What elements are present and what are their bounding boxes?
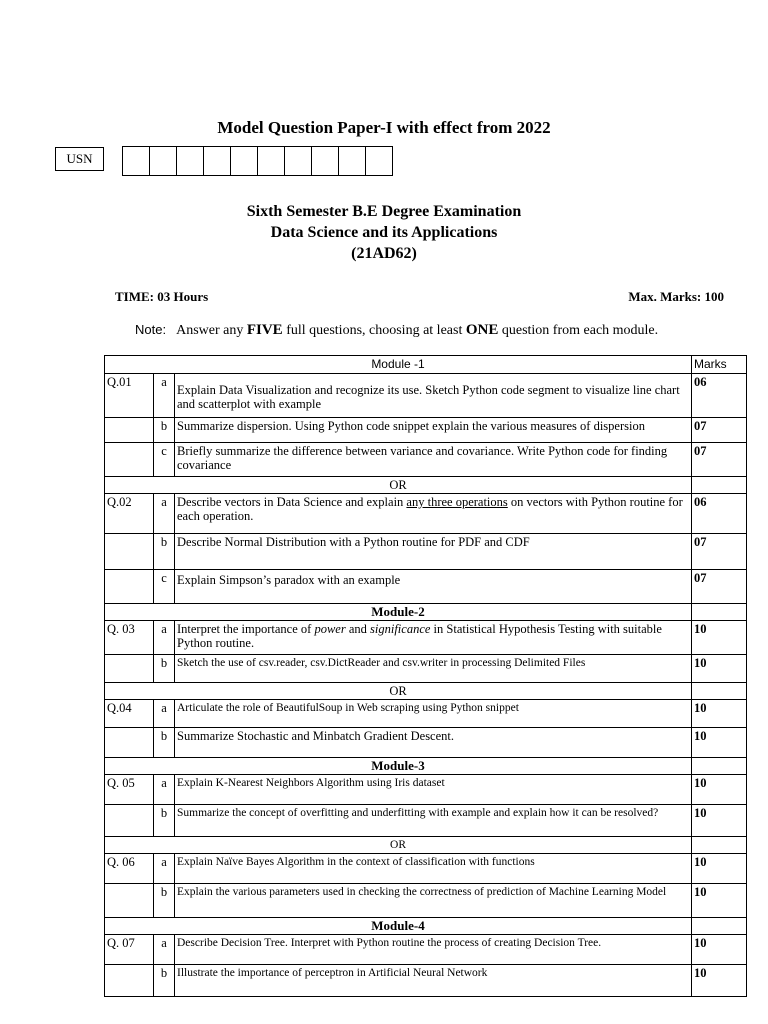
question-number: Q. 06 (105, 854, 154, 884)
usn-entry-boxes (122, 146, 393, 176)
or-separator: OR (105, 477, 692, 494)
table-row (105, 775, 747, 805)
question-number-cell (105, 534, 154, 570)
question-text-body: Explain Data Visualization and recognize its use. Sketch Python code segment to visualize line chart and scatterplot with example (177, 383, 680, 411)
question-text: Explain Naïve Bayes Algorithm in the context of classification with functions (175, 854, 692, 884)
question-number: Q. 07 (105, 935, 154, 965)
module-row (105, 604, 747, 621)
question-marks: 10 (692, 965, 747, 997)
question-marks: 10 (692, 805, 747, 837)
sub-question-letter: a (154, 374, 175, 418)
note-label: Note: (135, 322, 167, 337)
question-text: Summarize Stochastic and Minbatch Gradient Descent. (175, 728, 692, 758)
module-heading: Module-4 (105, 918, 692, 935)
table-row (105, 884, 747, 918)
sub-question-letter: a (154, 935, 175, 965)
table-row (105, 854, 747, 884)
question-marks: 06 (692, 494, 747, 534)
question-text-italic: power (314, 622, 346, 636)
question-text-underlined: any three operations (406, 495, 508, 509)
note-text: question from each module. (498, 323, 659, 338)
question-marks: 07 (692, 570, 747, 604)
exam-duration: TIME: 03 Hours (115, 289, 209, 304)
question-marks: 10 (692, 655, 747, 683)
usn-box (177, 147, 204, 175)
question-marks: 10 (692, 935, 747, 965)
question-text (175, 570, 692, 604)
marks-heading: Marks (692, 356, 747, 374)
usn-box (204, 147, 231, 175)
sub-question-letter: a (154, 775, 175, 805)
question-text: Explain K-Nearest Neighbors Algorithm using Iris dataset (175, 775, 692, 805)
question-marks: 06 (692, 374, 747, 418)
question-number-cell (105, 884, 154, 918)
question-number-cell (105, 965, 154, 997)
question-marks: 07 (692, 443, 747, 477)
sub-question-letter: c (154, 570, 175, 604)
table-row (105, 935, 747, 965)
table-row (105, 443, 747, 477)
question-text-italic: significance (370, 622, 431, 636)
question-text (175, 494, 692, 534)
question-text-part: Describe vectors in Data Science and explain (177, 495, 407, 509)
paper-title: Model Question Paper-I with effect from 2022 (217, 118, 551, 137)
sub-question-letter: b (154, 884, 175, 918)
sub-question-letter: a (154, 854, 175, 884)
sub-question-letter: b (154, 534, 175, 570)
question-number-cell (105, 418, 154, 443)
usn-box (285, 147, 312, 175)
module-heading: Module-2 (105, 604, 692, 621)
usn-box (123, 147, 150, 175)
question-number-cell (105, 570, 154, 604)
marks-cell (692, 918, 747, 935)
note-emphasis: FIVE (246, 322, 283, 338)
question-text: Sketch the use of csv.reader, csv.DictReader and csv.writer in processing Delimited Files (175, 655, 692, 683)
table-row (105, 374, 747, 418)
max-marks: Max. Marks: 100 (628, 289, 724, 304)
question-number-cell (105, 805, 154, 837)
question-text-body: Explain Simpson’s paradox with an example (177, 573, 401, 587)
sub-question-letter: b (154, 805, 175, 837)
or-separator: OR (105, 837, 692, 854)
sub-question-letter: b (154, 965, 175, 997)
question-marks: 10 (692, 621, 747, 655)
or-separator: OR (105, 683, 692, 700)
usn-box (231, 147, 258, 175)
marks-cell (692, 604, 747, 621)
usn-box (339, 147, 366, 175)
marks-cell (692, 477, 747, 494)
question-text: Summarize dispersion. Using Python code snippet explain the various measures of dispersion (175, 418, 692, 443)
note-emphasis: ONE (465, 322, 499, 338)
question-table (104, 355, 747, 997)
module-heading: Module-3 (105, 758, 692, 775)
table-row (105, 418, 747, 443)
usn-box (150, 147, 177, 175)
question-text-part: on vectors with Python routine for each operation. (177, 495, 683, 523)
sub-question-letter: b (154, 418, 175, 443)
or-row (105, 683, 747, 700)
question-text (175, 374, 692, 418)
module-heading: Module -1 (105, 356, 692, 374)
question-marks: 10 (692, 728, 747, 758)
table-row (105, 534, 747, 570)
module-row (105, 758, 747, 775)
question-text-part: and (345, 622, 371, 636)
question-marks: 10 (692, 700, 747, 728)
sub-question-letter: c (154, 443, 175, 477)
table-row (105, 700, 747, 728)
exam-title: Sixth Semester B.E Degree Examination (246, 203, 522, 220)
question-number-cell (105, 655, 154, 683)
table-row (105, 570, 747, 604)
note-text: Answer any (176, 323, 247, 338)
sub-question-letter: b (154, 728, 175, 758)
table-row (105, 621, 747, 655)
question-text: Illustrate the importance of perceptron in Artificial Neural Network (175, 965, 692, 997)
question-number: Q. 05 (105, 775, 154, 805)
question-text (175, 621, 692, 655)
subject-title: Data Science and its Applications (270, 224, 498, 241)
question-text: Summarize the concept of overfitting and underfitting with example and explain how it can be resolved? (175, 805, 692, 837)
question-number: Q.02 (105, 494, 154, 534)
table-row (105, 965, 747, 997)
sub-question-letter: a (154, 621, 175, 655)
question-text: Describe Decision Tree. Interpret with Python routine the process of creating Decision Tree. (175, 935, 692, 965)
question-number: Q.01 (105, 374, 154, 418)
usn-label: USN (55, 147, 104, 171)
usn-box (366, 147, 393, 175)
subject-code: (21AD62) (351, 245, 417, 262)
table-row (105, 728, 747, 758)
marks-cell (692, 683, 747, 700)
question-text: Articulate the role of BeautifulSoup in Web scraping using Python snippet (175, 700, 692, 728)
or-row (105, 837, 747, 854)
question-number: Q.04 (105, 700, 154, 728)
question-number-cell (105, 443, 154, 477)
question-number: Q. 03 (105, 621, 154, 655)
question-marks: 10 (692, 884, 747, 918)
sub-question-letter: b (154, 655, 175, 683)
or-row (105, 477, 747, 494)
marks-cell (692, 758, 747, 775)
instructions-note (135, 322, 658, 339)
module-row (105, 918, 747, 935)
question-marks: 07 (692, 418, 747, 443)
table-row (105, 805, 747, 837)
sub-question-letter: a (154, 494, 175, 534)
table-row (105, 494, 747, 534)
marks-cell (692, 837, 747, 854)
question-marks: 07 (692, 534, 747, 570)
question-marks: 10 (692, 775, 747, 805)
sub-question-letter: a (154, 700, 175, 728)
question-text: Describe Normal Distribution with a Python routine for PDF and CDF (175, 534, 692, 570)
question-number-cell (105, 728, 154, 758)
question-marks: 10 (692, 854, 747, 884)
note-text: full questions, choosing at least (282, 323, 466, 338)
usn-box (312, 147, 339, 175)
table-header-row (105, 356, 747, 374)
question-text-part: in Statistical Hypothesis Testing with suitable Python routine. (177, 622, 662, 650)
question-text: Briefly summarize the difference between variance and covariance. Write Python code for finding covariance (175, 443, 692, 477)
usn-box (258, 147, 285, 175)
table-row (105, 655, 747, 683)
question-text-part: Interpret the importance of (177, 622, 315, 636)
question-text: Explain the various parameters used in checking the correctness of prediction of Machine Learning Model (175, 884, 692, 918)
